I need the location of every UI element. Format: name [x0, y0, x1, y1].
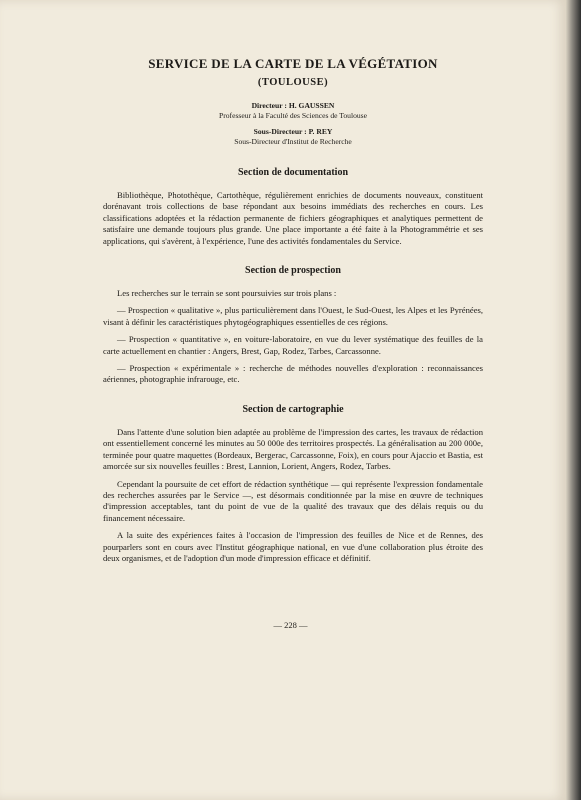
subdirector-role: Sous-Directeur : P. REY [253, 127, 333, 136]
subdirector-affiliation: Sous-Directeur d'Institut de Recherche [234, 137, 352, 146]
director-block [103, 101, 483, 121]
director-role: Directeur : H. GAUSSEN [251, 101, 335, 110]
page-number: — 228 — [273, 620, 308, 630]
prospection-paragraph-intro: Les recherches sur le terrain se sont poursuivies sur trois plans : [117, 288, 337, 299]
cartographie-paragraph-2: Cependant la poursuite de cet effort de rédaction synthétique — qui représente l'expression fondamentale des recherches assurées par le Service —, est désormais conditionnée par la mise en œuvre de techniques d'impression acceptables, tant du point de vue de la qualité des travaux que des délais requis ou du financement nécessaire. [103, 478, 483, 523]
director-affiliation: Professeur à la Faculté des Sciences de Toulouse [219, 111, 367, 120]
cartographie-paragraph-1: Dans l'attente d'une solution bien adaptée au problème de l'impression des cartes, les travaux de rédaction ont essentiellement concerné les minutes au 50 000e des territoires prospectés. La généralisation au 200 000e, terminée pour quatre maquettes (Bordeaux, Bergerac, Carcassonne, Foix), en cours pour Ajaccio et Bastia, est amorcée sur six nouvelles feuilles : Brest, Lannion, Lorient, Angers, Rodez, Tarbes. [103, 426, 483, 472]
page-title: SERVICE DE LA CARTE DE LA VÉGÉTATION [148, 56, 438, 71]
section-heading-documentation: Section de documentation [238, 167, 348, 178]
documentation-paragraph: Bibliothèque, Photothèque, Cartothèque, régulièrement enrichies de documents nouveaux, constituent dorénavant trois collections de base répondant aux besoins immédiats des recherches en cours. Les classifications adoptées et la rédaction permanente de fichiers géographiques et analytiques permettent de satisfaire une demande toujours plus grande. Une place importante a été faite à la Photogrammétrie et ses applications, qui s'avèrent, à l'expérience, l'une des activités fondamentales du Service. [103, 190, 483, 246]
prospection-paragraph-experimentale: — Prospection « expérimentale » : recherche de méthodes nouvelles d'exploration : reconnaissances aériennes, photographie infrarouge, etc. [103, 363, 483, 385]
prospection-paragraph-qualitative: — Prospection « qualitative », plus particulièrement dans l'Ouest, le Sud-Ouest, les Alpes et les Pyrénées, visant à définir les caractéristiques phytogéographiques essentielles de ces régions. [103, 305, 483, 327]
page-subtitle: (TOULOUSE) [257, 77, 329, 88]
prospection-paragraph-quantitative: — Prospection « quantitative », en voiture-laboratoire, en vue du lever systématique des feuilles de la carte actuellement en chantier : Angers, Brest, Gap, Rodez, Tarbes, Carcassonne. [103, 334, 483, 356]
scan-edge-shadow [566, 0, 581, 800]
subdirector-block [103, 127, 483, 147]
section-heading-prospection: Section de prospection [245, 265, 341, 277]
document-body [103, 56, 483, 564]
cartographie-paragraph-3: A la suite des expériences faites à l'occasion de l'impression des feuilles de Nice et de Rennes, des pourparlers sont en cours avec l'Institut géographique national, en vue d'une collaboration plus étroite des deux organismes, et de l'adoption d'un mode d'impression efficace et définitif. [103, 530, 483, 563]
section-heading-cartographie: Section de cartographie [242, 403, 344, 415]
